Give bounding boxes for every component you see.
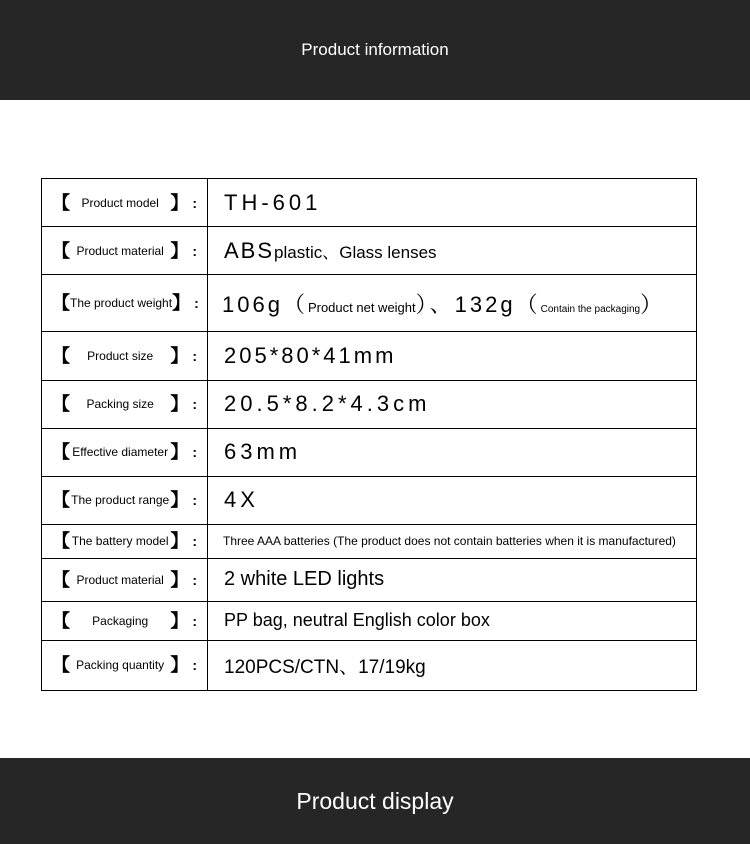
colon: : — [194, 295, 199, 312]
spec-table — [41, 178, 697, 691]
row-label: Packing size — [86, 397, 154, 412]
table-row — [42, 380, 697, 428]
section-title: Product information — [301, 40, 449, 59]
section-title: Product display — [296, 787, 454, 814]
open-bracket: 【 — [52, 345, 70, 366]
row-label-cell — [42, 428, 208, 476]
row-label: Effective diameter — [72, 445, 169, 460]
colon: : — [192, 347, 197, 364]
open-bracket: 【 — [52, 192, 70, 213]
row-value-cell — [208, 476, 697, 524]
colon: : — [192, 533, 197, 550]
table-row — [42, 601, 697, 640]
table-row — [42, 525, 697, 559]
row-value-gross: ）、132g（ — [415, 291, 541, 317]
row-label-cell — [42, 525, 208, 559]
close-bracket: 】 — [170, 655, 189, 676]
table-row — [42, 332, 697, 380]
row-label: Product material — [76, 572, 164, 587]
row-value: plastic、Glass lenses — [274, 242, 437, 262]
row-value-cell — [208, 525, 697, 559]
close-bracket: 】 — [170, 531, 189, 552]
table-row — [42, 179, 697, 227]
row-label-cell — [42, 640, 208, 690]
table-row — [42, 227, 697, 275]
close-bracket: 】 — [170, 192, 189, 213]
colon: : — [192, 396, 197, 413]
row-value: 120PCS/CTN、17/19kg — [224, 656, 426, 678]
top-banner — [0, 0, 750, 100]
close-bracket: 】 — [172, 293, 191, 314]
open-bracket: 【 — [52, 240, 70, 261]
close-bracket: 】 — [170, 569, 189, 590]
row-value: 20.5*8.2*4.3cm — [224, 391, 431, 417]
row-value-cell — [208, 380, 697, 428]
row-label-cell — [42, 601, 208, 640]
row-value: 205*80*41mm — [224, 342, 397, 368]
open-bracket: 【 — [52, 490, 70, 511]
row-value-cell — [208, 428, 697, 476]
bottom-banner — [0, 758, 750, 844]
close-bracket: 】 — [170, 442, 189, 463]
row-value-cell — [208, 275, 697, 332]
open-bracket: 【 — [52, 531, 70, 552]
close-bracket: 】 — [170, 240, 189, 261]
colon: : — [192, 194, 197, 211]
colon: : — [192, 492, 197, 509]
open-bracket: 【 — [52, 569, 70, 590]
row-value-cell — [208, 227, 697, 275]
row-label-cell — [42, 179, 208, 227]
row-value: 2 white LED lights — [224, 568, 385, 591]
row-value-cell — [208, 332, 697, 380]
table-row — [42, 558, 697, 601]
row-label-cell — [42, 476, 208, 524]
open-bracket: 【 — [52, 655, 70, 676]
open-bracket: 【 — [52, 610, 70, 631]
row-label-cell — [42, 227, 208, 275]
open-bracket: 【 — [52, 293, 70, 314]
row-value-cell — [208, 179, 697, 227]
colon: : — [192, 444, 197, 461]
colon: : — [192, 242, 197, 259]
table-row — [42, 476, 697, 524]
close-bracket: 】 — [170, 345, 189, 366]
table-row — [42, 275, 697, 332]
colon: : — [192, 571, 197, 588]
row-value-net: 106g（ — [222, 291, 308, 317]
row-value: PP bag, neutral English color box — [224, 610, 490, 631]
row-label-cell — [42, 275, 208, 332]
row-label-cell — [42, 380, 208, 428]
row-value: TH-601 — [224, 189, 322, 215]
row-value-cell — [208, 640, 697, 690]
row-value-close: ） — [640, 291, 663, 317]
colon: : — [192, 657, 197, 674]
table-row — [42, 428, 697, 476]
row-label: The product range — [71, 493, 170, 508]
row-label: The battery model — [71, 534, 169, 549]
row-label: Packing quantity — [76, 658, 165, 673]
row-label: Packaging — [92, 613, 149, 628]
close-bracket: 】 — [170, 610, 189, 631]
row-value: 4X — [224, 487, 259, 513]
open-bracket: 【 — [52, 442, 70, 463]
colon: : — [192, 612, 197, 629]
row-label-cell — [42, 332, 208, 380]
table-row — [42, 640, 697, 690]
row-label: Product size — [87, 348, 154, 363]
row-value: Three AAA batteries (The product does not contain batteries when it is manufactured) — [223, 534, 676, 549]
row-value-gross-note: Contain the packaging — [540, 303, 641, 315]
close-bracket: 】 — [170, 394, 189, 415]
open-bracket: 【 — [52, 394, 70, 415]
row-value-abs: ABS — [224, 237, 275, 263]
row-label-cell — [42, 558, 208, 601]
row-value-net-note: Product net weight — [307, 299, 416, 315]
row-label: Product model — [81, 195, 159, 210]
row-label: Product material — [76, 243, 164, 258]
row-value-cell — [208, 601, 697, 640]
row-value: 63mm — [224, 439, 302, 465]
row-value-cell — [208, 558, 697, 601]
row-label: The product weight — [70, 296, 173, 311]
close-bracket: 】 — [170, 490, 189, 511]
